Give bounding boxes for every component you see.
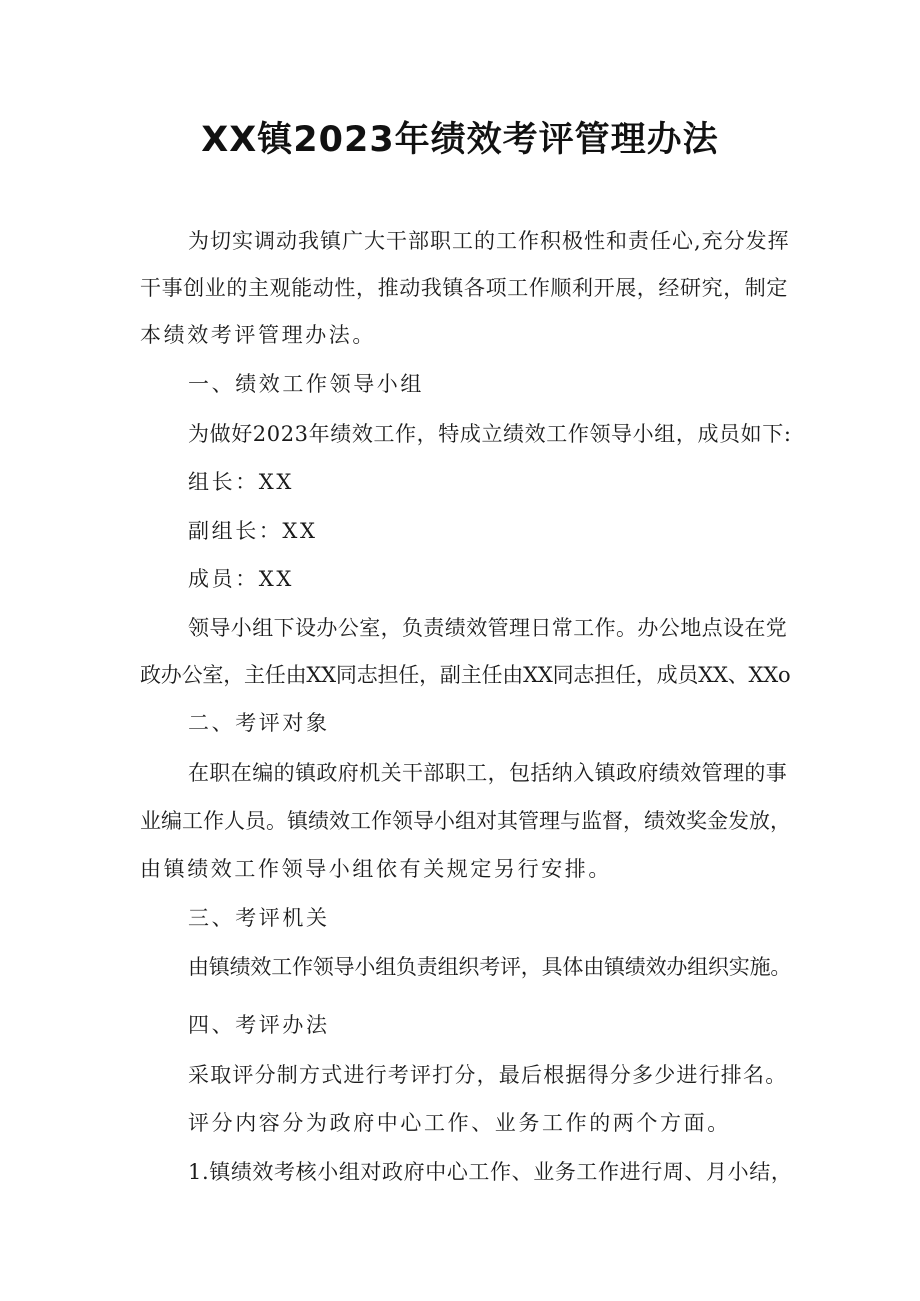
paragraph-line: 由镇绩效工作领导小组负责组织考评，具体由镇绩效办组织实施。 bbox=[188, 955, 792, 979]
paragraph-line: 业编工作人员。镇绩效工作领导小组对其管理与监督，绩效奖金发放， bbox=[140, 809, 791, 833]
paragraph-line: 在职在编的镇政府机关干部职工，包括纳入镇政府绩效管理的事 bbox=[188, 761, 788, 785]
paragraph-line: 由镇绩效工作领导小组依有关规定另行安排。 bbox=[140, 857, 612, 881]
paragraph-line: 评分内容分为政府中心工作、业务工作的两个方面。 bbox=[188, 1111, 731, 1135]
paragraph-line: 1.镇绩效考核小组对政府中心工作、业务工作进行周、月小结， bbox=[188, 1160, 793, 1184]
member-line: 成员：XX bbox=[188, 567, 294, 591]
paragraph-line: 本绩效考评管理办法。 bbox=[140, 323, 376, 347]
section-heading: 四、考评办法 bbox=[188, 1013, 330, 1037]
member-line: 副组长：XX bbox=[188, 519, 318, 543]
paragraph-line: 领导小组下设办公室，负责绩效管理日常工作。办公地点设在党 bbox=[188, 616, 788, 640]
paragraph-line: 干事创业的主观能动性，推动我镇各项工作顺利开展，经研究，制定 bbox=[140, 276, 788, 300]
paragraph-line: 政办公室，主任由XX同志担任，副主任由XX同志担任，成员XX、XXo bbox=[140, 663, 791, 687]
section-heading: 二、考评对象 bbox=[188, 711, 330, 735]
paragraph-line: 采取评分制方式进行考评打分，最后根据得分多少进行排名。 bbox=[188, 1063, 788, 1087]
paragraph-line: 为做好2023年绩效工作，特成立绩效工作领导小组，成员如下: bbox=[188, 422, 792, 446]
paragraph-line: 为切实调动我镇广大干部职工的工作积极性和责任心,充分发挥 bbox=[188, 229, 790, 253]
section-heading: 一、绩效工作领导小组 bbox=[188, 372, 424, 396]
document-title: XX镇2023年绩效考评管理办法 bbox=[201, 120, 719, 160]
section-heading: 三、考评机关 bbox=[188, 906, 330, 930]
member-line: 组长：XX bbox=[188, 470, 294, 494]
